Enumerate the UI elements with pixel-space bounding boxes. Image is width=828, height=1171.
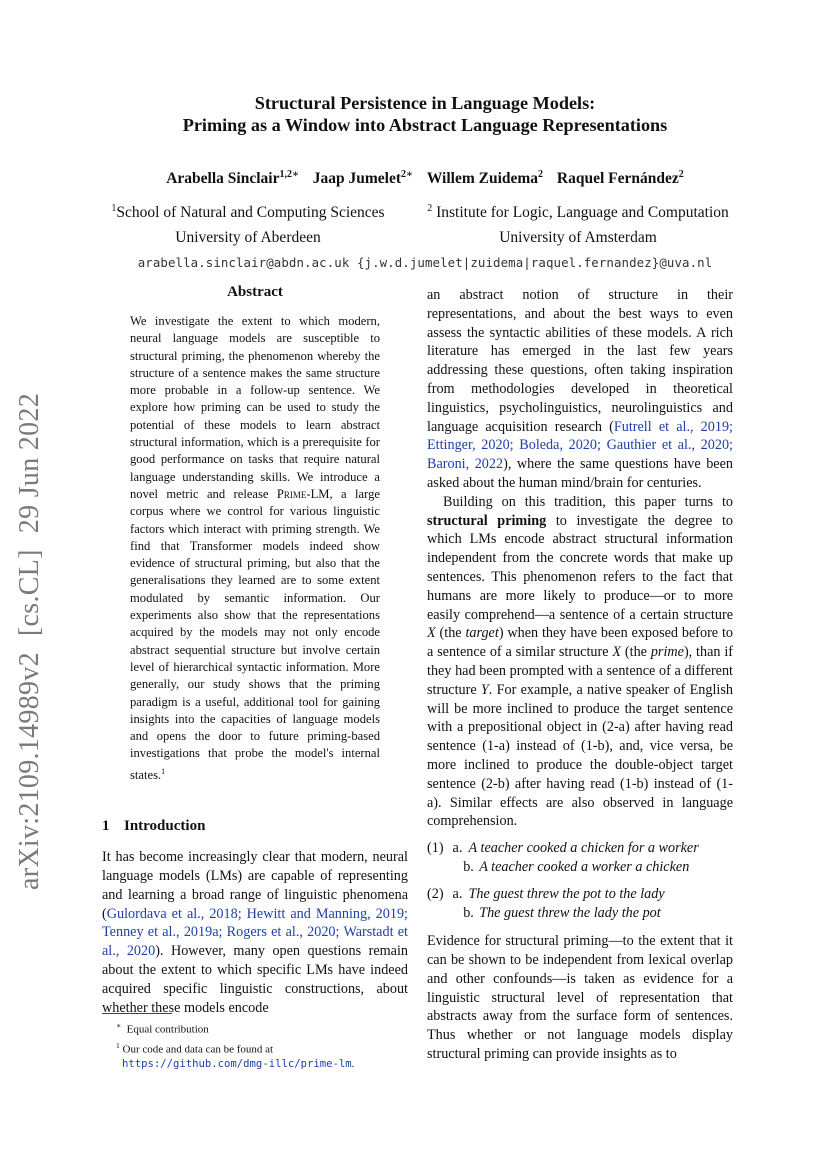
author: Jaap Jumelet$^{2∗}$	[312, 169, 413, 188]
arxiv-category: [cs.CL]	[14, 549, 45, 637]
example-2: (2) a. The guest threw the pot to the lady b. The guest threw the lady the pot	[427, 886, 665, 922]
intro-paragraph-3: Building on this tradition, this paper turns to structural priming to investigate the degree to which LMs encode abstract structural information independent from the concrete words that make up sentences. This phenomenon refers to the fact that humans are more likely to produce—or to more easily comprehend—a sentence of a certain structure X (the target) when they have been exposed before to a sentence of a similar structure X (the prime), than if they had been prompted with a sentence of a different structure Y. For example, a native speaker of English will be more inclined to produce the target sentence with a prepositional object in (2-a) after having read sentence (1-a) instead of (1-b), and, vice versa, be more inclined to produce the double-object target sentence (2-b) after having read (1-b) instead of (1-a). Similar effects are also observed in language comprehension.	[427, 493, 733, 830]
code-link[interactable]: https://github.com/dmg-illc/prime-lm	[122, 1058, 352, 1071]
author-list	[90, 169, 760, 188]
abstract-text: We investigate the extent to which modern, neural language models are susceptible to structural priming, the phenomenon whereby the structure of a sentence makes the same structure more probable in a follow-up sentence. We explore how priming can be used to study the potential of these models to learn abstract structural information, which is a prerequisite for good performance on tasks that require natural language understanding skills. We introduce a novel metric and release Prime-LM, a large corpus where we control for various linguistic factors which interact with priming strength. We find that Transformer models indeed show evidence of structural priming, but also that the generalisations they learned are to some extent modulated by semantic information. Our experiments also show that the representations acquired by the models may not only encode abstract sequential structure but involve certain level of hierarchical syntactic information. More generally, our study shows that the priming paradigm is a useful, additional tool for gaining insights into the capacities of language models and opens the door to future priming-based investigations that probe the model's internal states.$^1$	[130, 314, 380, 782]
corpus-name: Prime-LM	[276, 486, 330, 501]
abstract-heading: Abstract	[227, 284, 283, 300]
author-emails: arabella.sinclair@abdn.ac.uk {j.w.d.jumelet|zuidema|raquel.fernandez}@uva.nl	[137, 255, 713, 271]
intro-paragraph-1: It has become increasingly clear that modern, neural language models (LMs) are capable of representing and learning a broad range of linguistic phenomena (Gulordava et al., 2018; Hewitt and Manning, 2019; Tenney et al., 2019a; Rogers et al., 2020; Warstadt et al., 2020). However, many open questions remain about the extent to which specific LMs have indeed acquired specific linguistic constructions, about whether these models encode	[102, 849, 408, 1016]
arxiv-id: arXiv:2109.14989v2	[14, 652, 45, 890]
footnote-rule	[102, 1013, 172, 1014]
title-line-2: Priming as a Window into Abstract Language Representations	[182, 115, 668, 135]
affiliation-2: $^2$ Institute for Logic, Language and Computation University of Amsterdam	[427, 203, 729, 247]
footnotes	[102, 1013, 408, 1072]
footnote-2: $^1$ Our code and data can be found at https://github.com/dmg-illc/prime-lm.	[116, 1040, 355, 1071]
intro-paragraph-4: Evidence for structural priming—to the extent that it can be shown to be independent from lexical overlap and other confounds—is taken as evidence for a linguistic structural level of representation that abstracts away from the surface form of sentences. Thus whether or not language models display structural priming can provide insights as to	[427, 933, 733, 1062]
affiliations	[90, 196, 760, 246]
author: Raquel Fernández$^2$	[556, 169, 684, 188]
paper-title	[90, 92, 760, 136]
left-column	[102, 284, 408, 1017]
arxiv-stamp	[14, 377, 46, 890]
affiliation-1: $^1$School of Natural and Computing Sciences University of Aberdeen	[111, 203, 385, 247]
footnote-mark: 1	[161, 766, 166, 776]
footnote-1: ∗ Equal contribution	[116, 1021, 209, 1036]
section-heading-introduction: 1 Introduction	[102, 818, 206, 835]
author: Arabella Sinclair$^{1,2∗}$	[166, 169, 299, 188]
citation-links[interactable]: Gulordava et al., 2018; Hewitt and Manning, 2019; Tenney et al., 2019a; Rogers et al., 2020; Warstadt et al., 2020	[102, 905, 408, 960]
author: Willem Zuidema$^2$	[426, 169, 544, 188]
citation-links[interactable]: Futrell et al., 2019; Ettinger, 2020; Boleda, 2020; Gauthier et al., 2020; Baroni, 2022	[427, 418, 733, 473]
intro-paragraph-2: an abstract notion of structure in their representations, and about the best ways to even assess the syntactic abilities of these models. A rich literature has emerged in the last few years addressing these questions, often taking inspiration from methodologies developed in theoretical linguistics, psycholinguistics, neurolinguistics and language acquisition research (Futrell et al., 2019; Ettinger, 2020; Boleda, 2020; Gauthier et al., 2020; Baroni, 2022), where the same questions have been asked about the human mind/brain for centuries.	[427, 287, 733, 491]
example-1: (1) a. A teacher cooked a chicken for a worker b. A teacher cooked a worker a chicken	[427, 840, 699, 876]
title-line-1: Structural Persistence in Language Models:	[254, 93, 596, 113]
arxiv-date: 29 Jun 2022	[14, 393, 45, 534]
paper-header	[90, 92, 760, 270]
right-column	[427, 286, 733, 1064]
